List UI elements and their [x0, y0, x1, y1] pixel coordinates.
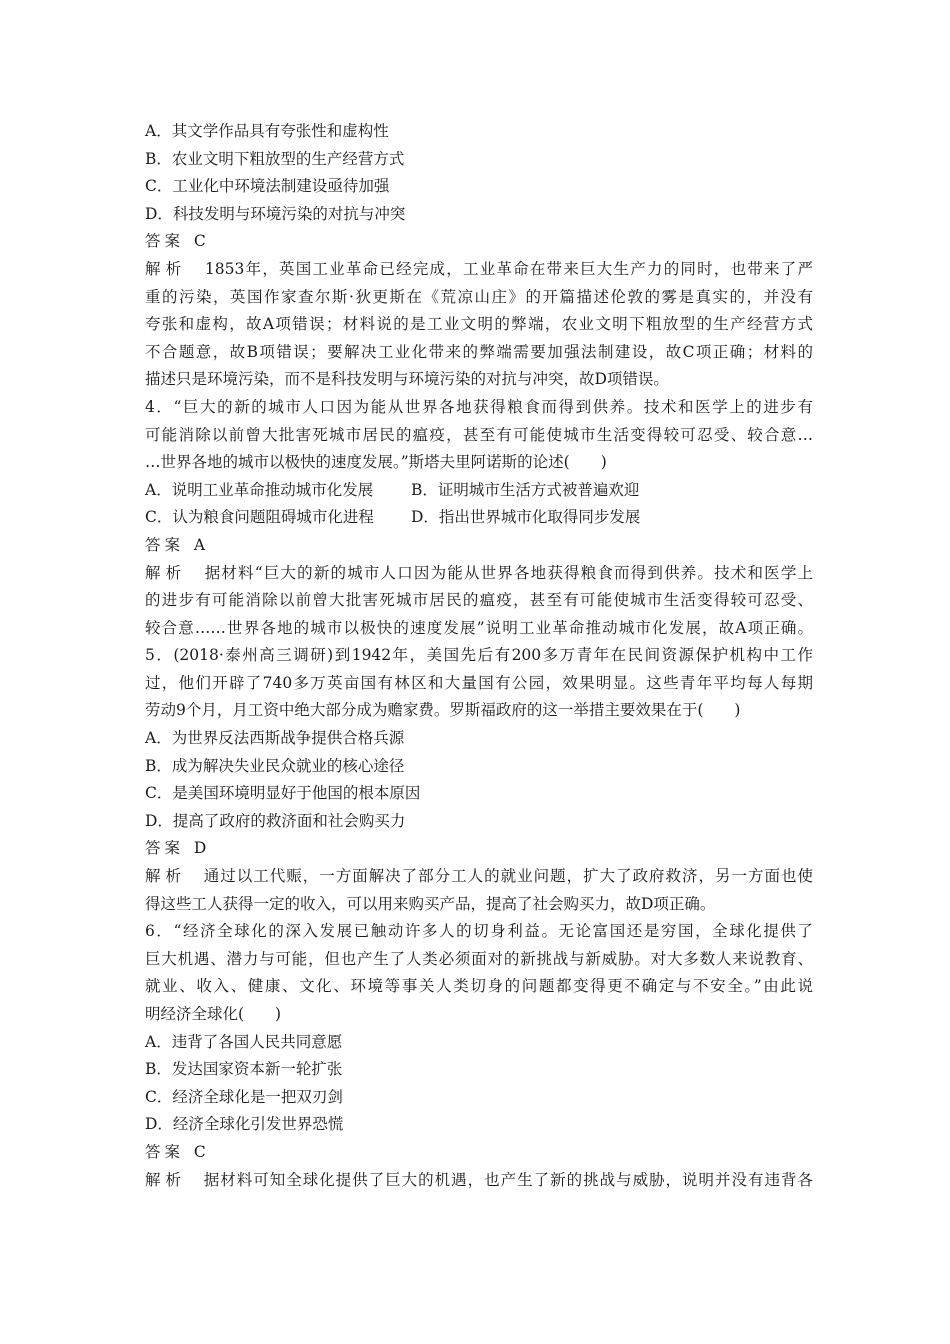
option-a: A．为世界反法西斯战争提供合格兵源 [145, 729, 405, 748]
answer-label: 答案 [145, 839, 185, 858]
option-row [145, 477, 813, 505]
analysis-line [145, 256, 813, 284]
analysis-line [145, 863, 813, 891]
option-row [145, 504, 813, 532]
answer-label: 答案 [145, 1142, 185, 1161]
analysis-spacer [186, 1171, 204, 1189]
analysis-line [145, 1167, 813, 1195]
option-b: B．证明城市生活方式被普遍欢迎 [411, 480, 640, 499]
option-a: A．说明工业革命推动城市化发展 [145, 480, 374, 499]
answer-value: D [193, 839, 207, 858]
option-d: D．经济全球化引发世界恐慌 [145, 1115, 344, 1134]
answer-value: A [193, 535, 206, 554]
analysis-text: 据材料可知全球化提供了巨大的机遇，也产生了新的挑战与威胁，说明并没有违背各 [203, 1170, 813, 1189]
option-a: A．其文学作品具有夸张性和虚构性 [145, 122, 389, 140]
answer-label: 答案 [145, 535, 185, 554]
document-page [145, 118, 813, 1194]
analysis-label: 解析 [145, 563, 187, 582]
analysis-line: 得这些工人获得一定的收入，可以用来购买产品，提高了社会购买力，故D项正确。 [145, 894, 716, 913]
option-b: B．农业文明下粗放型的生产经营方式 [145, 149, 405, 168]
question-stem-line: 就业、收入、健康、文化、环境等事关人类切身的问题都变得更不确定与不安全。”由此说 [145, 977, 813, 996]
question-stem-line: …世界各地的城市以极快的速度发展。”斯塔夫里阿诺斯的论述( ) [145, 453, 607, 472]
analysis-spacer [186, 867, 204, 885]
answer-line [145, 532, 813, 560]
question-stem-line: 6．“经济全球化的深入发展已触动许多人的切身利益。无论富国还是穷国，全球化提供了 [145, 922, 813, 941]
answer-value: C [193, 232, 206, 251]
option-a: A．违背了各国人民共同意愿 [145, 1032, 343, 1051]
answer-line [145, 1139, 813, 1167]
answer-label: 答案 [145, 232, 185, 251]
question-3 [145, 118, 813, 394]
analysis-line: 的进步有可能消除以前曾大批害死城市居民的瘟疫，甚至有可能使城市生活变得较可忍受、 [145, 591, 813, 610]
option-c: C．经济全球化是一把双刃剑 [145, 1087, 343, 1106]
answer-value: C [193, 1142, 206, 1161]
analysis-label: 解析 [145, 1170, 186, 1189]
question-stem-line: 4．“巨大的新的城市人口因为能从世界各地获得粮食而得到供养。技术和医学上的进步有 [145, 397, 813, 416]
answer-spacer [184, 1143, 194, 1161]
analysis-line [145, 560, 813, 588]
answer-spacer [184, 839, 194, 857]
answer-spacer [184, 232, 194, 250]
question-stem-line: 明经济全球化( ) [145, 1005, 282, 1023]
analysis-label: 解析 [145, 867, 186, 886]
option-b: B．发达国家资本新一轮扩张 [145, 1060, 343, 1079]
question-stem-line: 5．(2018·泰州高三调研)到1942年，美国先后有200多万青年在民间资源保护机构中工作 [145, 646, 813, 665]
option-d: D．提高了政府的救济面和社会购买力 [145, 811, 406, 830]
question-4 [145, 394, 813, 642]
analysis-label: 解析 [145, 259, 187, 278]
analysis-text: 据材料“巨大的新的城市人口因为能从世界各地获得粮食而得到供养。技术和医学上 [204, 563, 813, 582]
analysis-line: 重的污染，英国作家查尔斯·狄更斯在《荒凉山庄》的开篇描述伦敦的雾是真实的，并没有 [145, 287, 813, 306]
analysis-line: 夸张和虚构，故A项错误；材料说的是工业文明的弊端，农业文明下粗放型的生产经营方式 [145, 315, 813, 334]
analysis-line: 不合题意，故B项错误；要解决工业化带来的弊端需要加强法制建设，故C项正确；材料的 [145, 342, 813, 361]
analysis-spacer [186, 260, 204, 278]
question-5 [145, 642, 813, 918]
option-b: B．成为解决失业民众就业的核心途径 [145, 756, 405, 775]
question-stem-line: 过，他们开辟了740多万英亩国有林区和大量国有公园，效果明显。这些青年平均每人每期 [145, 673, 813, 692]
question-stem-line: 劳动9个月，月工资中绝大部分成为赡家费。罗斯福政府的这一举措主要效果在于( ) [145, 701, 741, 720]
option-c: C．认为粮食问题阻碍城市化进程 [145, 508, 374, 527]
analysis-spacer [186, 564, 204, 582]
answer-line [145, 835, 813, 863]
option-c: C．是美国环境明显好于他国的根本原因 [145, 784, 421, 803]
option-d: D．指出世界城市化取得同步发展 [411, 508, 641, 527]
question-stem-line: 巨大机遇、潜力与可能，但也产生了人类必须面对的新挑战与新威胁。对大多数人来说教育、 [145, 949, 813, 968]
analysis-text: 通过以工代赈，一方面解决了部分工人的就业问题，扩大了政府救济，另一方面也使 [203, 867, 813, 886]
analysis-text: 1853年，英国工业革命已经完成，工业革命在带来巨大生产力的同时，也带来了严 [204, 259, 813, 278]
analysis-line: 较合意……世界各地的城市以极快的速度发展”说明工业革命推动城市化发展，故A项正确。 [145, 618, 813, 637]
answer-line [145, 228, 813, 256]
option-d: D．科技发明与环境污染的对抗与冲突 [145, 204, 406, 223]
analysis-line: 描述只是环境污染，而不是科技发明与环境污染的对抗与冲突，故D项错误。 [145, 370, 669, 389]
option-c: C．工业化中环境法制建设亟待加强 [145, 177, 390, 196]
question-stem-line: 可能消除以前曾大批害死城市居民的瘟疫，甚至有可能使城市生活变得较可忍受、较合意… [145, 425, 813, 444]
answer-spacer [184, 536, 194, 554]
question-6 [145, 918, 813, 1194]
